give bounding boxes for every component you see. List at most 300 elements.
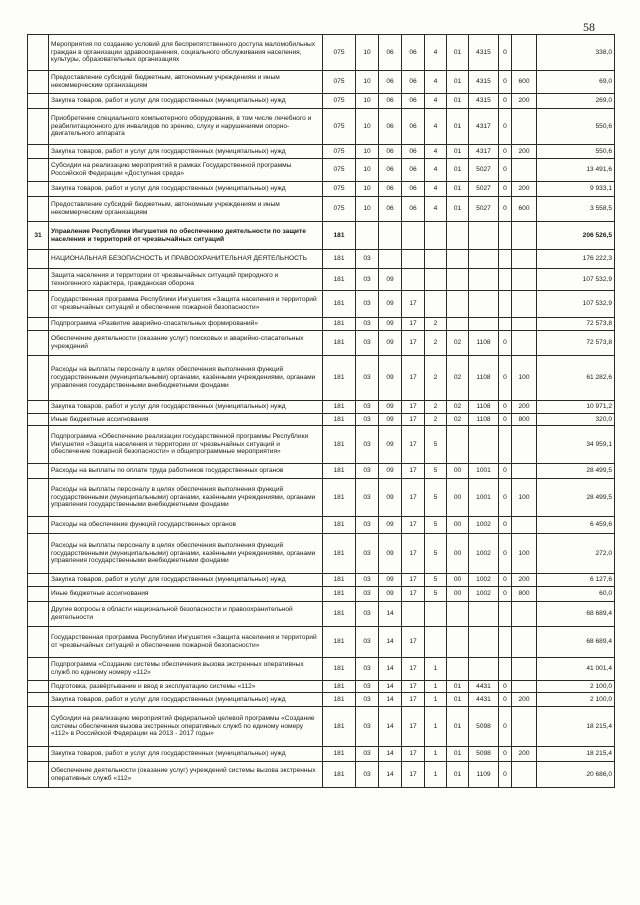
row-number-cell (28, 479, 49, 517)
subprogram-code-cell: 5 (425, 517, 447, 534)
item-name-cell: Закупка товаров, работ и услуг для государственных (муниципальных) нужд (49, 574, 323, 587)
table-row (28, 587, 615, 602)
program-code-cell: 17 (402, 574, 425, 587)
item-name-cell: Управление Республики Ингушетия по обеспечению деятельности по защите населения и территорий от чрезвычайных ситуаций (49, 222, 323, 250)
table-row (28, 331, 615, 356)
section-code-cell: 03 (356, 414, 379, 426)
program-code-cell: 06 (402, 145, 425, 159)
expense-type-code-cell: 100 (512, 534, 537, 574)
main-activity-code-cell (447, 318, 469, 331)
subprogram-code-cell (425, 291, 447, 318)
subprogram-code-cell: 5 (425, 534, 447, 574)
direction-code-cell (469, 602, 499, 627)
amount-cell: 3 558,5 (537, 197, 615, 222)
section-code-cell: 03 (356, 331, 379, 356)
direction-code-cell: 5027 (469, 159, 499, 182)
section-code-cell: 10 (356, 94, 379, 109)
item-name-cell: Государственная программа Республики Ингушетия «Защита населения и территорий от чрезвычайных ситуаций и обеспечение пожарной безопасности» (49, 291, 323, 318)
main-activity-code-cell: 02 (447, 331, 469, 356)
amount-cell: 68 689,4 (537, 602, 615, 627)
ministry-code-cell: 181 (323, 602, 356, 627)
subsection-code-cell: 09 (379, 517, 402, 534)
subprogram-code-cell: 5 (425, 464, 447, 479)
section-code-cell: 03 (356, 762, 379, 788)
expense-type-code-cell (512, 109, 537, 145)
amount-cell: 176 222,3 (537, 250, 615, 269)
direction-code-cell: 1002 (469, 534, 499, 574)
amount-cell: 72 573,8 (537, 331, 615, 356)
direction-suffix-code-cell: 0 (499, 464, 512, 479)
amount-cell: 2 100,0 (537, 681, 615, 693)
table-row (28, 250, 615, 269)
main-activity-code-cell: 01 (447, 197, 469, 222)
direction-code-cell: 1108 (469, 356, 499, 401)
item-name-cell: Закупка товаров, работ и услуг для государственных (муниципальных) нужд (49, 145, 323, 159)
amount-cell: 28 499,5 (537, 479, 615, 517)
section-code-cell: 03 (356, 318, 379, 331)
amount-cell: 34 959,1 (537, 426, 615, 464)
direction-code-cell (469, 318, 499, 331)
ministry-code-cell: 075 (323, 159, 356, 182)
item-name-cell: Расходы на выплаты персоналу в целях обеспечения выполнения функций государственными (муниципальными) органами, казёнными учреждениями, органами управления государственными внебюджетными фондами (49, 356, 323, 401)
subprogram-code-cell: 2 (425, 356, 447, 401)
row-number-cell (28, 762, 49, 788)
program-code-cell: 06 (402, 35, 425, 71)
direction-code-cell: 5098 (469, 707, 499, 747)
amount-cell: 61 282,6 (537, 356, 615, 401)
expense-type-code-cell: 200 (512, 747, 537, 762)
row-number-cell (28, 182, 49, 197)
direction-suffix-code-cell (499, 627, 512, 658)
table-row (28, 681, 615, 693)
program-code-cell: 17 (402, 587, 425, 602)
row-number-cell (28, 517, 49, 534)
subsection-code-cell: 06 (379, 109, 402, 145)
amount-cell: 272,0 (537, 534, 615, 574)
section-code-cell: 03 (356, 534, 379, 574)
subsection-code-cell: 09 (379, 401, 402, 414)
ministry-code-cell: 181 (323, 534, 356, 574)
direction-suffix-code-cell: 0 (499, 414, 512, 426)
main-activity-code-cell: 01 (447, 94, 469, 109)
table-row (28, 318, 615, 331)
direction-suffix-code-cell: 0 (499, 534, 512, 574)
subprogram-code-cell: 4 (425, 109, 447, 145)
subsection-code-cell: 14 (379, 602, 402, 627)
subprogram-code-cell: 2 (425, 331, 447, 356)
table-row (28, 401, 615, 414)
subsection-code-cell: 14 (379, 762, 402, 788)
program-code-cell: 17 (402, 464, 425, 479)
main-activity-code-cell: 01 (447, 762, 469, 788)
table-row (28, 602, 615, 627)
subsection-code-cell: 14 (379, 693, 402, 707)
direction-suffix-code-cell (499, 250, 512, 269)
item-name-cell: Закупка товаров, работ и услуг для государственных (муниципальных) нужд (49, 182, 323, 197)
direction-suffix-code-cell (499, 602, 512, 627)
budget-table (27, 34, 615, 788)
subsection-code-cell: 09 (379, 291, 402, 318)
amount-cell: 68 689,4 (537, 627, 615, 658)
direction-suffix-code-cell (499, 269, 512, 291)
program-code-cell: 17 (402, 291, 425, 318)
direction-suffix-code-cell: 0 (499, 479, 512, 517)
main-activity-code-cell: 00 (447, 534, 469, 574)
main-activity-code-cell: 00 (447, 587, 469, 602)
subprogram-code-cell: 1 (425, 658, 447, 681)
main-activity-code-cell: 01 (447, 747, 469, 762)
subsection-code-cell: 09 (379, 318, 402, 331)
item-name-cell: Обеспечение деятельности (оказание услуг) поисковых и аварийно-спасательных учреждений (49, 331, 323, 356)
subsection-code-cell (379, 250, 402, 269)
expense-type-code-cell: 200 (512, 574, 537, 587)
table-row (28, 222, 615, 250)
expense-type-code-cell: 800 (512, 414, 537, 426)
direction-code-cell: 1109 (469, 762, 499, 788)
direction-code-cell: 4317 (469, 109, 499, 145)
subsection-code-cell: 09 (379, 587, 402, 602)
direction-suffix-code-cell: 0 (499, 401, 512, 414)
table-row (28, 159, 615, 182)
amount-cell: 107 532,9 (537, 291, 615, 318)
ministry-code-cell: 181 (323, 517, 356, 534)
subprogram-code-cell: 2 (425, 401, 447, 414)
expense-type-code-cell (512, 681, 537, 693)
section-code-cell: 03 (356, 602, 379, 627)
direction-code-cell: 1002 (469, 587, 499, 602)
amount-cell: 206 526,5 (537, 222, 615, 250)
direction-suffix-code-cell: 0 (499, 159, 512, 182)
subprogram-code-cell: 4 (425, 159, 447, 182)
expense-type-code-cell (512, 318, 537, 331)
section-code-cell: 10 (356, 182, 379, 197)
table-row (28, 464, 615, 479)
direction-suffix-code-cell: 0 (499, 35, 512, 71)
ministry-code-cell: 075 (323, 71, 356, 94)
table-row (28, 627, 615, 658)
ministry-code-cell: 181 (323, 693, 356, 707)
amount-cell: 269,0 (537, 94, 615, 109)
main-activity-code-cell: 01 (447, 693, 469, 707)
section-code-cell: 03 (356, 426, 379, 464)
ministry-code-cell: 181 (323, 269, 356, 291)
main-activity-code-cell: 01 (447, 71, 469, 94)
row-number-cell (28, 71, 49, 94)
direction-suffix-code-cell: 0 (499, 707, 512, 747)
section-code-cell: 03 (356, 693, 379, 707)
amount-cell: 550,6 (537, 145, 615, 159)
program-code-cell: 17 (402, 517, 425, 534)
row-number-cell (28, 197, 49, 222)
section-code-cell: 03 (356, 587, 379, 602)
direction-suffix-code-cell: 0 (499, 94, 512, 109)
main-activity-code-cell: 02 (447, 414, 469, 426)
direction-code-cell: 1108 (469, 331, 499, 356)
row-number-cell (28, 681, 49, 693)
ministry-code-cell: 181 (323, 707, 356, 747)
ministry-code-cell: 181 (323, 426, 356, 464)
expense-type-code-cell (512, 707, 537, 747)
direction-suffix-code-cell: 0 (499, 197, 512, 222)
subprogram-code-cell (425, 222, 447, 250)
subsection-code-cell: 09 (379, 269, 402, 291)
table-row (28, 414, 615, 426)
subprogram-code-cell: 4 (425, 182, 447, 197)
expense-type-code-cell: 100 (512, 356, 537, 401)
amount-cell: 338,0 (537, 35, 615, 71)
direction-suffix-code-cell (499, 426, 512, 464)
ministry-code-cell: 181 (323, 414, 356, 426)
subsection-code-cell: 09 (379, 414, 402, 426)
table-row (28, 658, 615, 681)
subprogram-code-cell: 5 (425, 574, 447, 587)
main-activity-code-cell (447, 291, 469, 318)
item-name-cell: Расходы на выплаты персоналу в целях обеспечения выполнения функций государственными (муниципальными) органами, казёнными учреждениями, органами управления государственными внебюджетными фондами (49, 534, 323, 574)
item-name-cell: Приобретение специального компьютерного оборудования, в том числе лечебного и реабилитационного для инвалидов по зрению, слуху и нарушениями опорно-двигательного аппарата (49, 109, 323, 145)
expense-type-code-cell: 200 (512, 401, 537, 414)
amount-cell: 320,0 (537, 414, 615, 426)
main-activity-code-cell: 00 (447, 517, 469, 534)
subsection-code-cell: 14 (379, 747, 402, 762)
table-row (28, 197, 615, 222)
subsection-code-cell: 06 (379, 71, 402, 94)
table-row (28, 693, 615, 707)
direction-code-cell: 5027 (469, 182, 499, 197)
table-row (28, 71, 615, 94)
section-code-cell: 10 (356, 35, 379, 71)
amount-cell: 18 215,4 (537, 707, 615, 747)
amount-cell: 550,6 (537, 109, 615, 145)
expense-type-code-cell (512, 331, 537, 356)
item-name-cell: Расходы на выплаты по оплате труда работников государственных органов (49, 464, 323, 479)
amount-cell: 72 573,8 (537, 318, 615, 331)
subprogram-code-cell: 4 (425, 94, 447, 109)
subprogram-code-cell: 5 (425, 426, 447, 464)
row-number-cell (28, 602, 49, 627)
ministry-code-cell: 181 (323, 331, 356, 356)
subprogram-code-cell: 5 (425, 479, 447, 517)
expense-type-code-cell: 200 (512, 94, 537, 109)
program-code-cell: 17 (402, 693, 425, 707)
section-code-cell: 03 (356, 464, 379, 479)
expense-type-code-cell: 600 (512, 71, 537, 94)
section-code-cell: 03 (356, 250, 379, 269)
subsection-code-cell: 06 (379, 94, 402, 109)
direction-code-cell: 1108 (469, 414, 499, 426)
direction-suffix-code-cell: 0 (499, 145, 512, 159)
section-code-cell: 10 (356, 71, 379, 94)
section-code-cell: 03 (356, 291, 379, 318)
amount-cell: 10 971,2 (537, 401, 615, 414)
amount-cell: 6 127,6 (537, 574, 615, 587)
program-code-cell: 06 (402, 94, 425, 109)
ministry-code-cell: 181 (323, 479, 356, 517)
subprogram-code-cell (425, 627, 447, 658)
direction-code-cell: 5027 (469, 197, 499, 222)
expense-type-code-cell (512, 464, 537, 479)
row-number-cell (28, 747, 49, 762)
row-number-cell (28, 159, 49, 182)
program-code-cell: 17 (402, 658, 425, 681)
direction-suffix-code-cell (499, 318, 512, 331)
main-activity-code-cell: 01 (447, 707, 469, 747)
direction-suffix-code-cell: 0 (499, 574, 512, 587)
subsection-code-cell: 09 (379, 331, 402, 356)
subsection-code-cell: 14 (379, 658, 402, 681)
amount-cell: 18 215,4 (537, 747, 615, 762)
page-number: 58 (583, 20, 595, 34)
direction-code-cell: 1001 (469, 479, 499, 517)
direction-suffix-code-cell: 0 (499, 747, 512, 762)
ministry-code-cell: 181 (323, 747, 356, 762)
expense-type-code-cell (512, 762, 537, 788)
program-code-cell (402, 602, 425, 627)
subprogram-code-cell: 5 (425, 587, 447, 602)
table-body (28, 35, 615, 788)
subsection-code-cell (379, 222, 402, 250)
amount-cell: 20 686,0 (537, 762, 615, 788)
program-code-cell: 17 (402, 534, 425, 574)
program-code-cell: 17 (402, 331, 425, 356)
direction-suffix-code-cell: 0 (499, 71, 512, 94)
table-row (28, 707, 615, 747)
row-number-cell (28, 291, 49, 318)
row-number-cell (28, 414, 49, 426)
section-code-cell (356, 222, 379, 250)
row-number-cell (28, 109, 49, 145)
row-number-cell (28, 707, 49, 747)
row-number-cell (28, 426, 49, 464)
main-activity-code-cell (447, 426, 469, 464)
section-code-cell: 03 (356, 707, 379, 747)
section-code-cell: 03 (356, 681, 379, 693)
row-number-cell (28, 693, 49, 707)
table-row (28, 35, 615, 71)
main-activity-code-cell (447, 658, 469, 681)
section-code-cell: 03 (356, 658, 379, 681)
section-code-cell: 03 (356, 517, 379, 534)
item-name-cell: Другие вопросы в области национальной безопасности и правоохранительной деятельности (49, 602, 323, 627)
expense-type-code-cell (512, 426, 537, 464)
direction-suffix-code-cell: 0 (499, 517, 512, 534)
direction-code-cell: 1001 (469, 464, 499, 479)
program-code-cell: 17 (402, 414, 425, 426)
direction-code-cell: 4317 (469, 145, 499, 159)
subsection-code-cell: 09 (379, 479, 402, 517)
item-name-cell: Субсидии на реализацию мероприятий в рамках Государственной программы Российской Федерации «Доступная среда» (49, 159, 323, 182)
program-code-cell: 06 (402, 71, 425, 94)
main-activity-code-cell (447, 222, 469, 250)
table-row (28, 517, 615, 534)
subprogram-code-cell: 1 (425, 681, 447, 693)
row-number-cell (28, 145, 49, 159)
item-name-cell: Закупка товаров, работ и услуг для государственных (муниципальных) нужд (49, 94, 323, 109)
table-row (28, 291, 615, 318)
item-name-cell: Закупка товаров, работ и услуг для государственных (муниципальных) нужд (49, 693, 323, 707)
program-code-cell (402, 269, 425, 291)
section-code-cell: 03 (356, 574, 379, 587)
subprogram-code-cell: 2 (425, 318, 447, 331)
subprogram-code-cell: 1 (425, 747, 447, 762)
main-activity-code-cell (447, 627, 469, 658)
table-row (28, 479, 615, 517)
item-name-cell: Обеспечение деятельности (оказание услуг) учреждений системы вызова экстренных оперативных служб «112» (49, 762, 323, 788)
ministry-code-cell: 181 (323, 627, 356, 658)
row-number-cell (28, 250, 49, 269)
section-code-cell: 10 (356, 159, 379, 182)
subsection-code-cell: 09 (379, 534, 402, 574)
section-code-cell: 03 (356, 479, 379, 517)
ministry-code-cell: 181 (323, 658, 356, 681)
expense-type-code-cell: 800 (512, 587, 537, 602)
table-row (28, 574, 615, 587)
direction-code-cell: 4315 (469, 94, 499, 109)
direction-code-cell (469, 291, 499, 318)
main-activity-code-cell (447, 269, 469, 291)
item-name-cell: Подпрограмма «Развитие аварийно-спасательных формирований» (49, 318, 323, 331)
direction-code-cell: 1002 (469, 574, 499, 587)
amount-cell: 107 532,9 (537, 269, 615, 291)
ministry-code-cell: 075 (323, 94, 356, 109)
expense-type-code-cell: 100 (512, 479, 537, 517)
program-code-cell: 17 (402, 479, 425, 517)
item-name-cell: Подпрограмма «Обеспечение реализации государственной программы Республики Ингушетия «Защита населения и территории от чрезвычайных ситуаций и обеспечение пожарной безопасности» и общепрограммные мероприятия» (49, 426, 323, 464)
table-row (28, 109, 615, 145)
row-number-cell (28, 318, 49, 331)
section-code-cell: 03 (356, 627, 379, 658)
program-code-cell: 17 (402, 426, 425, 464)
direction-code-cell (469, 658, 499, 681)
item-name-cell: Субсидии на реализацию мероприятий федеральной целевой программы «Создание системы обеспечения вызова экстренных оперативных служб по единому номеру «112» в Российской Федерации на 2013 - 2017 годы» (49, 707, 323, 747)
subprogram-code-cell (425, 602, 447, 627)
direction-suffix-code-cell: 0 (499, 681, 512, 693)
expense-type-code-cell (512, 291, 537, 318)
ministry-code-cell: 075 (323, 197, 356, 222)
direction-code-cell (469, 426, 499, 464)
item-name-cell: Защита населения и территории от чрезвычайных ситуаций природного и техногенного характера, гражданская оборона (49, 269, 323, 291)
subsection-code-cell: 09 (379, 574, 402, 587)
section-code-cell: 10 (356, 197, 379, 222)
subsection-code-cell: 09 (379, 426, 402, 464)
expense-type-code-cell (512, 159, 537, 182)
item-name-cell: Закупка товаров, работ и услуг для государственных (муниципальных) нужд (49, 747, 323, 762)
main-activity-code-cell: 00 (447, 574, 469, 587)
item-name-cell: Мероприятия по созданию условий для беспрепятственного доступа маломобильных граждан в организации здравоохранения, социального обслуживания населения, культуры, образовательных организациях (49, 35, 323, 71)
amount-cell: 60,0 (537, 587, 615, 602)
direction-code-cell (469, 250, 499, 269)
program-code-cell (402, 222, 425, 250)
direction-code-cell: 4315 (469, 35, 499, 71)
ministry-code-cell: 181 (323, 401, 356, 414)
direction-suffix-code-cell: 0 (499, 356, 512, 401)
ministry-code-cell: 075 (323, 35, 356, 71)
row-number-cell (28, 269, 49, 291)
subsection-code-cell: 14 (379, 627, 402, 658)
item-name-cell: Иные бюджетные ассигнования (49, 414, 323, 426)
ministry-code-cell: 181 (323, 762, 356, 788)
program-code-cell (402, 250, 425, 269)
main-activity-code-cell: 01 (447, 681, 469, 693)
amount-cell: 6 459,6 (537, 517, 615, 534)
table-row (28, 356, 615, 401)
row-number-cell (28, 464, 49, 479)
direction-suffix-code-cell (499, 658, 512, 681)
table-row (28, 182, 615, 197)
section-code-cell: 10 (356, 145, 379, 159)
ministry-code-cell: 181 (323, 587, 356, 602)
subprogram-code-cell: 4 (425, 35, 447, 71)
program-code-cell: 17 (402, 318, 425, 331)
